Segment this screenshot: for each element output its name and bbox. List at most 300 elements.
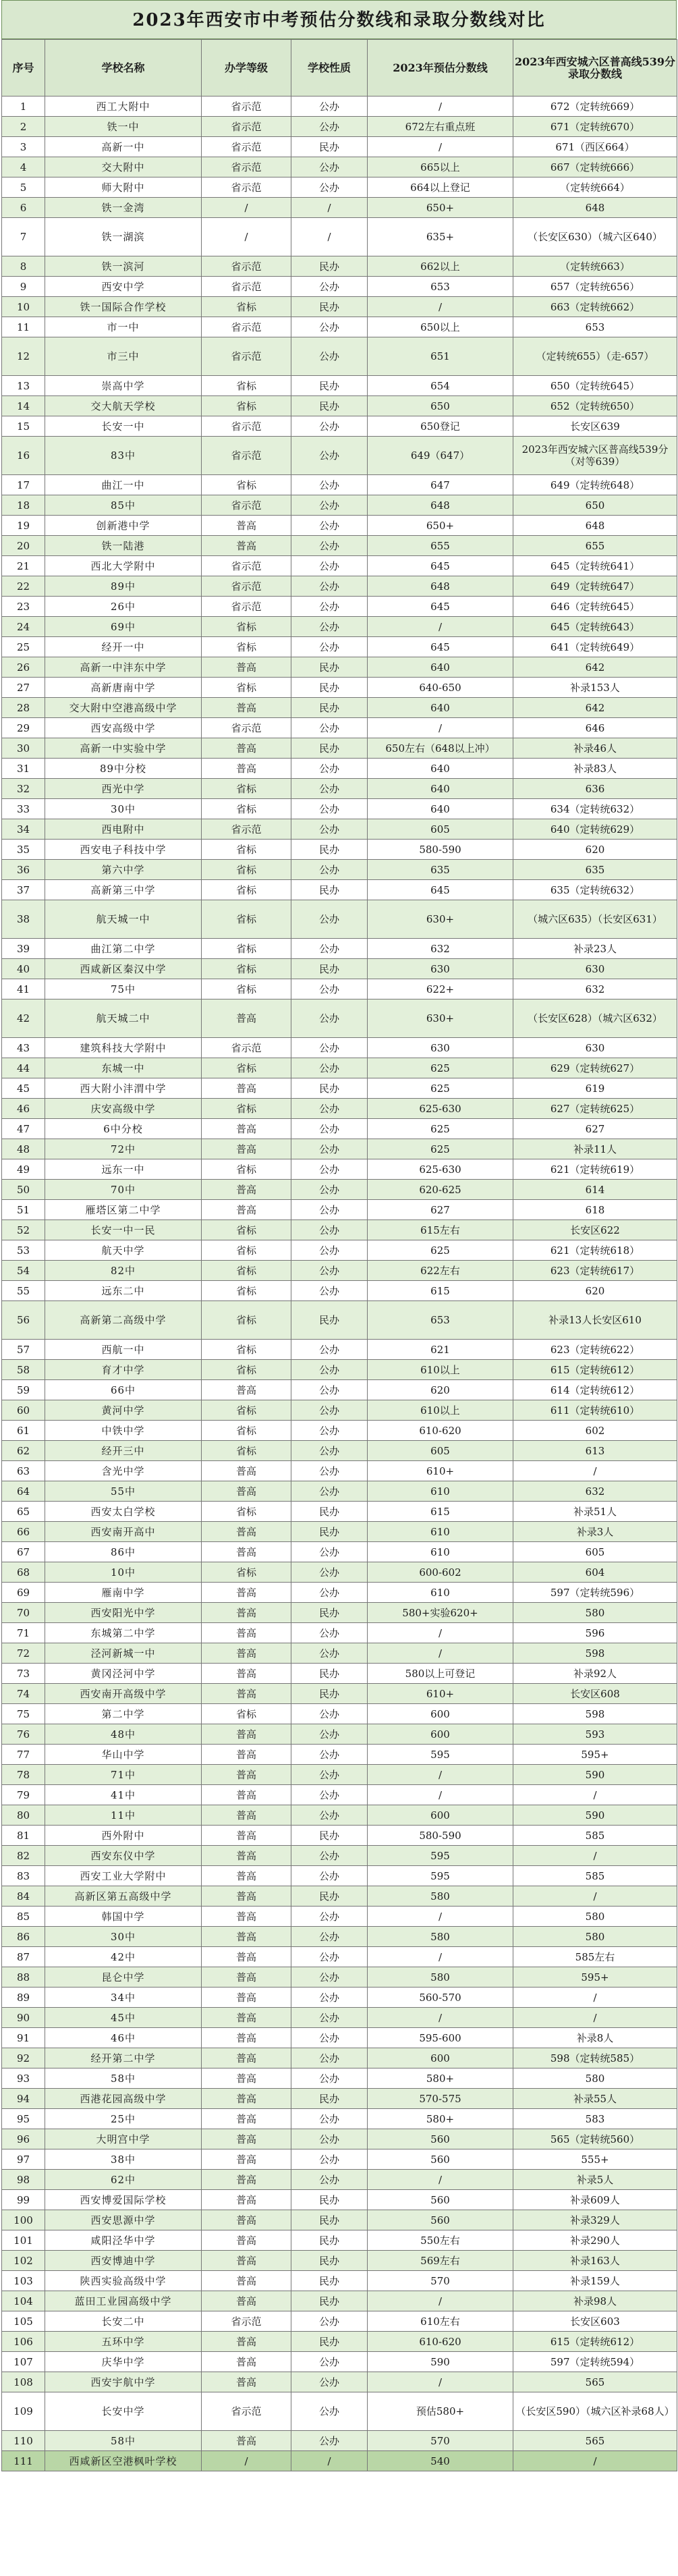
- cell-level: 普高: [202, 1947, 291, 1967]
- cell-school: 铁一金湾: [45, 198, 202, 218]
- table-row: [2, 1159, 677, 1180]
- cell-admission: 补录8人: [513, 2028, 677, 2048]
- cell-level: 普高: [202, 2271, 291, 2291]
- cell-school: 70中: [45, 1180, 202, 1200]
- cell-estimate: 635: [368, 860, 513, 880]
- table-row: [2, 1441, 677, 1461]
- cell-school: 85中: [45, 495, 202, 516]
- cell-school: 26中: [45, 597, 202, 617]
- table-row: [2, 475, 677, 495]
- cell-index: 46: [2, 1099, 45, 1119]
- cell-admission: 618: [513, 1200, 677, 1220]
- cell-type: 公办: [291, 1704, 368, 1724]
- cell-school: 经开第二中学: [45, 2048, 202, 2068]
- cell-admission: 补录290人: [513, 2230, 677, 2251]
- table-row: [2, 759, 677, 779]
- cell-school: 62中: [45, 2170, 202, 2190]
- cell-type: /: [291, 218, 368, 256]
- cell-index: 104: [2, 2291, 45, 2311]
- cell-index: 25: [2, 637, 45, 657]
- cell-index: 7: [2, 218, 45, 256]
- table-row: [2, 2230, 677, 2251]
- cell-type: 公办: [291, 1261, 368, 1281]
- table-row: [2, 1886, 677, 1907]
- cell-index: 22: [2, 576, 45, 597]
- cell-index: 3: [2, 137, 45, 157]
- table-row: [2, 317, 677, 337]
- cell-admission: 635（定转统632）: [513, 880, 677, 900]
- table-row: [2, 900, 677, 939]
- cell-school: 6中分校: [45, 1119, 202, 1139]
- table-row: [2, 2372, 677, 2392]
- cell-admission: 565（定转统560）: [513, 2129, 677, 2149]
- cell-admission: 补录153人: [513, 678, 677, 698]
- cell-admission: 667（定转统666）: [513, 157, 677, 177]
- cell-admission: 671（西区664）: [513, 137, 677, 157]
- cell-admission: 555+: [513, 2149, 677, 2170]
- cell-level: 省标: [202, 840, 291, 860]
- cell-estimate: 650+: [368, 198, 513, 218]
- cell-admission: 583: [513, 2109, 677, 2129]
- table-row: [2, 597, 677, 617]
- cell-level: 普高: [202, 1522, 291, 1542]
- cell-admission: 621（定转统619）: [513, 1159, 677, 1180]
- cell-estimate: 653: [368, 277, 513, 297]
- cell-index: 17: [2, 475, 45, 495]
- cell-school: 曲江第二中学: [45, 939, 202, 959]
- table-row: [2, 1481, 677, 1502]
- table-row: [2, 2451, 677, 2471]
- cell-level: 普高: [202, 2230, 291, 2251]
- cell-admission: 598: [513, 1643, 677, 1664]
- cell-school: 西电附中: [45, 819, 202, 840]
- cell-admission: 649（定转统648）: [513, 475, 677, 495]
- score-table: [1, 39, 677, 2471]
- cell-estimate: 595-600: [368, 2028, 513, 2048]
- cell-estimate: 625-630: [368, 1099, 513, 1119]
- table-row: [2, 2332, 677, 2352]
- cell-level: 省示范: [202, 157, 291, 177]
- cell-type: 公办: [291, 2028, 368, 2048]
- table-row: [2, 1340, 677, 1360]
- cell-admission: 补录3人: [513, 1522, 677, 1542]
- cell-index: 28: [2, 698, 45, 718]
- cell-school: 西安阳光中学: [45, 1603, 202, 1623]
- cell-school: 41中: [45, 1785, 202, 1805]
- cell-index: 27: [2, 678, 45, 698]
- table-row: [2, 437, 677, 475]
- cell-admission: 649（定转统647）: [513, 576, 677, 597]
- cell-level: 省示范: [202, 2311, 291, 2332]
- cell-level: 省标: [202, 939, 291, 959]
- cell-estimate: 610+: [368, 1684, 513, 1704]
- cell-estimate: 560-570: [368, 1988, 513, 2008]
- cell-level: 省示范: [202, 137, 291, 157]
- cell-estimate: /: [368, 137, 513, 157]
- table-row: [2, 1603, 677, 1623]
- cell-level: 普高: [202, 2251, 291, 2271]
- cell-estimate: 650: [368, 396, 513, 416]
- cell-admission: 补录13人长安区610: [513, 1301, 677, 1340]
- cell-level: 省示范: [202, 256, 291, 277]
- cell-index: 86: [2, 1927, 45, 1947]
- cell-level: 普高: [202, 1542, 291, 1562]
- cell-admission: 580: [513, 1907, 677, 1927]
- cell-school: 38中: [45, 2149, 202, 2170]
- cell-index: 20: [2, 536, 45, 556]
- cell-index: 95: [2, 2109, 45, 2129]
- table-row: [2, 819, 677, 840]
- cell-level: 省标: [202, 637, 291, 657]
- cell-school: 25中: [45, 2109, 202, 2129]
- header-type: 学校性质: [291, 40, 368, 97]
- cell-school: 华山中学: [45, 1745, 202, 1765]
- cell-estimate: 560: [368, 2190, 513, 2210]
- cell-admission: 636: [513, 779, 677, 799]
- cell-admission: 613: [513, 1441, 677, 1461]
- table-row: [2, 1360, 677, 1380]
- cell-level: 省标: [202, 376, 291, 396]
- cell-index: 31: [2, 759, 45, 779]
- cell-type: 公办: [291, 2372, 368, 2392]
- cell-type: 民办: [291, 657, 368, 678]
- cell-estimate: 610左右: [368, 2311, 513, 2332]
- cell-index: 108: [2, 2372, 45, 2392]
- cell-index: 100: [2, 2210, 45, 2230]
- cell-type: 公办: [291, 1139, 368, 1159]
- cell-index: 55: [2, 1281, 45, 1301]
- cell-school: 69中: [45, 617, 202, 637]
- cell-school: 46中: [45, 2028, 202, 2048]
- table-row: [2, 2109, 677, 2129]
- cell-index: 2: [2, 117, 45, 137]
- cell-admission: （长安区628）（城六区632）: [513, 999, 677, 1038]
- cell-admission: 长安区608: [513, 1684, 677, 1704]
- cell-type: 民办: [291, 1301, 368, 1340]
- table-row: [2, 1947, 677, 1967]
- cell-admission: 657（定转统656）: [513, 277, 677, 297]
- cell-school: 庆安高级中学: [45, 1099, 202, 1119]
- cell-type: 公办: [291, 1745, 368, 1765]
- cell-estimate: 580-590: [368, 840, 513, 860]
- cell-school: 86中: [45, 1542, 202, 1562]
- cell-school: 曲江一中: [45, 475, 202, 495]
- cell-school: 五环中学: [45, 2332, 202, 2352]
- table-row: [2, 738, 677, 759]
- table-row: [2, 1200, 677, 1220]
- cell-level: 普高: [202, 1603, 291, 1623]
- table-row: [2, 1664, 677, 1684]
- cell-estimate: /: [368, 1643, 513, 1664]
- cell-index: 97: [2, 2149, 45, 2170]
- cell-type: 公办: [291, 317, 368, 337]
- cell-estimate: /: [368, 2372, 513, 2392]
- cell-estimate: 650左右（648以上冲）: [368, 738, 513, 759]
- cell-index: 103: [2, 2271, 45, 2291]
- cell-admission: 补录329人: [513, 2210, 677, 2230]
- cell-index: 94: [2, 2089, 45, 2109]
- table-row: [2, 1380, 677, 1400]
- cell-admission: 604: [513, 1562, 677, 1583]
- cell-estimate: 560: [368, 2210, 513, 2230]
- table-row: [2, 1400, 677, 1421]
- cell-level: 普高: [202, 1886, 291, 1907]
- cell-index: 35: [2, 840, 45, 860]
- cell-school: 韩国中学: [45, 1907, 202, 1927]
- cell-estimate: /: [368, 97, 513, 117]
- cell-school: 经开三中: [45, 1441, 202, 1461]
- cell-index: 4: [2, 157, 45, 177]
- cell-index: 101: [2, 2230, 45, 2251]
- cell-level: 省标: [202, 900, 291, 939]
- cell-index: 61: [2, 1421, 45, 1441]
- table-row: [2, 1785, 677, 1805]
- cell-type: 公办: [291, 1927, 368, 1947]
- table-row: [2, 1421, 677, 1441]
- table-row: [2, 1724, 677, 1745]
- cell-estimate: 654: [368, 376, 513, 396]
- cell-estimate: 580+: [368, 2068, 513, 2089]
- cell-school: 西咸新区秦汉中学: [45, 959, 202, 979]
- cell-school: 铁一滨河: [45, 256, 202, 277]
- cell-type: 公办: [291, 2311, 368, 2332]
- cell-type: 公办: [291, 617, 368, 637]
- cell-level: 普高: [202, 1805, 291, 1826]
- score-comparison-document: [1, 0, 677, 2471]
- cell-estimate: 580+: [368, 2109, 513, 2129]
- cell-estimate: 625: [368, 1240, 513, 1261]
- cell-type: 公办: [291, 1200, 368, 1220]
- cell-index: 50: [2, 1180, 45, 1200]
- cell-index: 89: [2, 1988, 45, 2008]
- table-row: [2, 157, 677, 177]
- cell-school: 雁塔区第二中学: [45, 1200, 202, 1220]
- page-title: 2023年西安市中考预估分数线和录取分数线对比: [1, 0, 677, 39]
- cell-level: 省标: [202, 1058, 291, 1078]
- cell-estimate: 600-602: [368, 1562, 513, 1583]
- cell-school: 咸阳泾华中学: [45, 2230, 202, 2251]
- cell-type: 公办: [291, 1380, 368, 1400]
- cell-estimate: /: [368, 2291, 513, 2311]
- cell-estimate: 580: [368, 1967, 513, 1988]
- cell-level: 省示范: [202, 576, 291, 597]
- cell-index: 78: [2, 1765, 45, 1785]
- cell-estimate: 630+: [368, 900, 513, 939]
- cell-admission: 655: [513, 536, 677, 556]
- cell-admission: 补录11人: [513, 1139, 677, 1159]
- cell-estimate: 569左右: [368, 2251, 513, 2271]
- cell-level: 省示范: [202, 819, 291, 840]
- cell-school: 西安博爱国际学校: [45, 2190, 202, 2210]
- cell-level: 省示范: [202, 97, 291, 117]
- cell-type: 公办: [291, 1846, 368, 1866]
- cell-type: 公办: [291, 1805, 368, 1826]
- cell-school: 89中: [45, 576, 202, 597]
- cell-school: 66中: [45, 1380, 202, 1400]
- cell-admission: 590: [513, 1765, 677, 1785]
- cell-level: 普高: [202, 2332, 291, 2352]
- cell-admission: 602: [513, 1421, 677, 1441]
- cell-estimate: /: [368, 2170, 513, 2190]
- cell-estimate: 645: [368, 880, 513, 900]
- cell-level: 普高: [202, 2372, 291, 2392]
- cell-type: 民办: [291, 1664, 368, 1684]
- cell-estimate: /: [368, 1623, 513, 1643]
- cell-school: 西港花园高级中学: [45, 2089, 202, 2109]
- cell-level: 省标: [202, 1240, 291, 1261]
- cell-level: 省标: [202, 979, 291, 999]
- table-row: [2, 2008, 677, 2028]
- table-row: [2, 779, 677, 799]
- cell-type: 民办: [291, 2332, 368, 2352]
- table-row: [2, 1301, 677, 1340]
- cell-admission: 580: [513, 2068, 677, 2089]
- cell-school: 72中: [45, 1139, 202, 1159]
- cell-estimate: 610-620: [368, 2332, 513, 2352]
- cell-admission: 635: [513, 860, 677, 880]
- cell-estimate: 640: [368, 657, 513, 678]
- table-row: [2, 2149, 677, 2170]
- table-row: [2, 495, 677, 516]
- cell-index: 80: [2, 1805, 45, 1826]
- cell-level: 普高: [202, 2210, 291, 2230]
- cell-type: 公办: [291, 2109, 368, 2129]
- cell-type: 公办: [291, 1038, 368, 1058]
- cell-school: 西安南开高中: [45, 1522, 202, 1542]
- cell-school: 42中: [45, 1947, 202, 1967]
- table-row: [2, 2129, 677, 2149]
- table-row: [2, 1704, 677, 1724]
- header-level: 办学等级: [202, 40, 291, 97]
- cell-type: 公办: [291, 1724, 368, 1745]
- cell-school: 34中: [45, 1988, 202, 2008]
- cell-school: 中铁中学: [45, 1421, 202, 1441]
- cell-level: 省标: [202, 617, 291, 637]
- cell-estimate: 622+: [368, 979, 513, 999]
- cell-type: 民办: [291, 880, 368, 900]
- cell-index: 32: [2, 779, 45, 799]
- cell-level: 普高: [202, 2431, 291, 2451]
- cell-index: 57: [2, 1340, 45, 1360]
- table-row: [2, 2170, 677, 2190]
- table-row: [2, 2210, 677, 2230]
- cell-type: 公办: [291, 1360, 368, 1380]
- table-row: [2, 2291, 677, 2311]
- cell-estimate: 625-630: [368, 1159, 513, 1180]
- cell-admission: 634（定转统632）: [513, 799, 677, 819]
- cell-level: 普高: [202, 2068, 291, 2089]
- table-row: [2, 2392, 677, 2431]
- cell-type: 公办: [291, 157, 368, 177]
- cell-school: 西安电子科技中学: [45, 840, 202, 860]
- table-row: [2, 117, 677, 137]
- cell-type: 公办: [291, 597, 368, 617]
- table-row: [2, 2190, 677, 2210]
- cell-level: 普高: [202, 2048, 291, 2068]
- cell-estimate: 600: [368, 1724, 513, 1745]
- cell-type: 民办: [291, 2230, 368, 2251]
- cell-type: 公办: [291, 337, 368, 376]
- cell-type: 公办: [291, 900, 368, 939]
- table-row: [2, 880, 677, 900]
- cell-level: 省标: [202, 1400, 291, 1421]
- cell-type: 公办: [291, 556, 368, 576]
- cell-estimate: 630: [368, 959, 513, 979]
- cell-estimate: 610: [368, 1583, 513, 1603]
- cell-type: 公办: [291, 516, 368, 536]
- cell-index: 36: [2, 860, 45, 880]
- cell-admission: 627: [513, 1119, 677, 1139]
- cell-school: 西航一中: [45, 1340, 202, 1360]
- cell-level: 省标: [202, 1704, 291, 1724]
- cell-type: 公办: [291, 860, 368, 880]
- cell-school: 58中: [45, 2431, 202, 2451]
- cell-level: 普高: [202, 2291, 291, 2311]
- table-row: [2, 1988, 677, 2008]
- cell-type: 公办: [291, 416, 368, 437]
- cell-school: 西安思源中学: [45, 2210, 202, 2230]
- cell-admission: （定转统663）: [513, 256, 677, 277]
- cell-type: 民办: [291, 256, 368, 277]
- cell-index: 105: [2, 2311, 45, 2332]
- cell-admission: 补录83人: [513, 759, 677, 779]
- table-row: [2, 939, 677, 959]
- cell-estimate: 650+: [368, 516, 513, 536]
- table-row: [2, 556, 677, 576]
- cell-school: 30中: [45, 799, 202, 819]
- cell-index: 59: [2, 1380, 45, 1400]
- table-row: [2, 1461, 677, 1481]
- cell-type: 民办: [291, 1522, 368, 1542]
- cell-school: 航天城一中: [45, 900, 202, 939]
- cell-index: 93: [2, 2068, 45, 2089]
- cell-school: 58中: [45, 2068, 202, 2089]
- cell-level: 普高: [202, 2008, 291, 2028]
- table-row: [2, 137, 677, 157]
- cell-admission: 补录23人: [513, 939, 677, 959]
- cell-admission: 632: [513, 979, 677, 999]
- cell-index: 67: [2, 1542, 45, 1562]
- cell-index: 62: [2, 1441, 45, 1461]
- cell-type: 公办: [291, 1220, 368, 1240]
- table-row: [2, 277, 677, 297]
- cell-type: 公办: [291, 2392, 368, 2431]
- cell-admission: 645（定转统641）: [513, 556, 677, 576]
- cell-type: 公办: [291, 1441, 368, 1461]
- cell-school: 75中: [45, 979, 202, 999]
- cell-index: 110: [2, 2431, 45, 2451]
- table-row: [2, 1281, 677, 1301]
- cell-estimate: 600: [368, 1805, 513, 1826]
- table-row: [2, 1643, 677, 1664]
- cell-school: 西安工业大学附中: [45, 1866, 202, 1886]
- cell-estimate: 640: [368, 779, 513, 799]
- cell-type: 公办: [291, 637, 368, 657]
- cell-index: 88: [2, 1967, 45, 1988]
- cell-level: 省示范: [202, 277, 291, 297]
- cell-level: 普高: [202, 2129, 291, 2149]
- cell-admission: 597（定转统596）: [513, 1583, 677, 1603]
- cell-index: 76: [2, 1724, 45, 1745]
- table-row: [2, 1220, 677, 1240]
- cell-type: 公办: [291, 437, 368, 475]
- cell-school: 经开一中: [45, 637, 202, 657]
- table-row: [2, 177, 677, 198]
- cell-estimate: 570: [368, 2431, 513, 2451]
- cell-type: 公办: [291, 1099, 368, 1119]
- cell-estimate: 635+: [368, 218, 513, 256]
- cell-index: 106: [2, 2332, 45, 2352]
